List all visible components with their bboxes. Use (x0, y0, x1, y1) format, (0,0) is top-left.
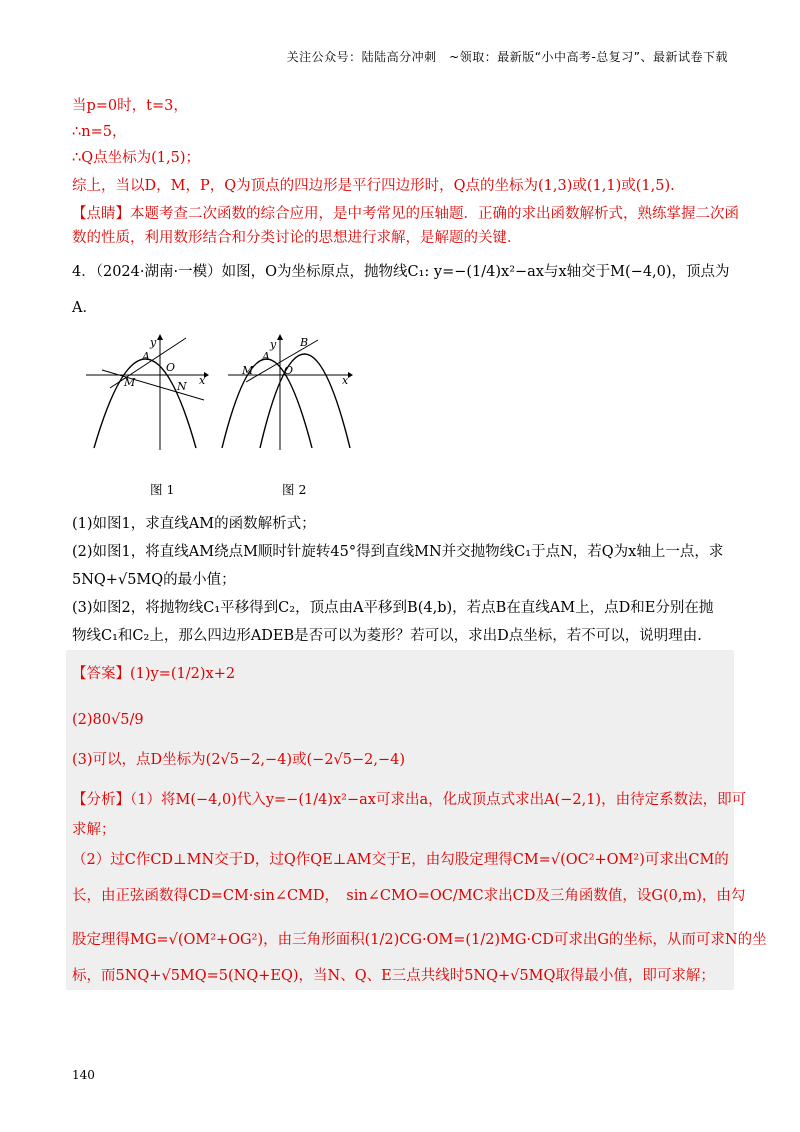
question-2-line-1: (2)如图1，将直线AM绕点M顺时针旋转45°得到直线MN并交抛物线C₁于点N，若Q为x轴上一点，求 (72, 544, 724, 560)
key-point-line-1: 【点睛】本题考查二次函数的综合应用，是中考常见的压轴题．正确的求出函数解析式，熟练掌握二次函 (72, 206, 739, 222)
answer-line-3: (3)可以，点D坐标为(2√5−2,−4)或(−2√5−2,−4) (72, 752, 406, 768)
figure-2 (218, 330, 358, 455)
prev-line-1: 当p=0时，t=3， (72, 98, 188, 114)
figure-2-caption: 图 2 (282, 482, 307, 497)
question-2-line-2: 5NQ+√5MQ的最小值； (72, 572, 236, 588)
page-number: 140 (72, 1068, 95, 1082)
fig1-label-a: A (142, 350, 150, 363)
prev-line-3: ∴Q点坐标为(1,5)； (72, 150, 200, 166)
fig1-label-o: O (166, 361, 176, 374)
question-3-line-1: (3)如图2，将抛物线C₁平移得到C₂，顶点由A平移到B(4,b)，若点B在直线AM上，点D和E分别在抛 (72, 600, 714, 616)
fig1-label-y: y (150, 336, 157, 349)
analysis-line-5: 股定理得MG=√(OM²+OG²)，由三角形面积(1/2)CG·OM=(1/2)MG·CD可求出G的坐标，从而可求N的坐 (72, 932, 767, 948)
prev-line-4: 综上，当以D，M，P，Q为顶点的四边形是平行四边形时，Q点的坐标为(1,3)或(1,1)或(1,5). (72, 178, 675, 194)
figure-1-caption: 图 1 (150, 482, 175, 497)
prev-line-2: ∴n=5， (72, 124, 127, 140)
question-1: (1)如图1，求直线AM的函数解析式； (72, 516, 316, 532)
figure-1 (82, 330, 212, 455)
fig2-parabola-c2 (260, 354, 350, 448)
analysis-line-3: （2）过C作CD⊥MN交于D，过Q作QE⊥AM交于E，由勾股定理得CM=√(OC²+OM²)可求出CM的 (72, 852, 729, 868)
fig2-x-arrow (348, 372, 353, 378)
fig2-label-o: O (284, 364, 294, 377)
analysis-line-1: 【分析】（1）将M(−4,0)代入y=−(1/4)x²−ax可求出a，化成顶点式求出A(−2,1)，由待定系数法，即可 (72, 792, 747, 808)
fig1-label-n: N (177, 380, 187, 393)
analysis-line-4: 长，由正弦函数得CD=CM·sin∠CMD， sin∠CMO=OC/MC求出CD及三角函数值，设G(0,m)，由勾 (72, 888, 746, 904)
fig2-parabola-c1 (222, 359, 312, 448)
fig2-label-b: B (300, 336, 309, 349)
key-point-line-2: 数的性质，利用数形结合和分类讨论的思想进行求解，是解题的关键． (72, 230, 522, 246)
analysis-line-6: 标，而5NQ+√5MQ=5(NQ+EQ)，当N、Q、E三点共线时5NQ+√5MQ取得最小值，即可求解； (72, 968, 715, 984)
fig2-label-m: M (242, 364, 254, 377)
problem-line-1: 4．（2024·湖南·一模）如图，O为坐标原点，抛物线C₁: y=−(1/4)x²−ax与x轴交于M(−4,0)，顶点为 (72, 264, 730, 280)
problem-line-2: A． (72, 300, 97, 316)
fig2-label-a: A (262, 350, 270, 363)
page-header: 关注公众号：陆陆高分冲刺 ~领取：最新版“小中高考-总复习”、最新试卷下载 (286, 50, 728, 64)
fig1-label-m: M (124, 376, 136, 389)
fig2-y-arrow (277, 334, 283, 340)
question-3-line-2: 物线C₁和C₂上，那么四边形ADEB是否可以为菱形？若可以，求出D点坐标，若不可以，说明理由. (72, 628, 702, 644)
answer-line-2: (2)80√5/9 (72, 712, 144, 728)
fig1-y-arrow (157, 334, 163, 340)
analysis-line-2: 求解； (72, 822, 116, 838)
fig1-label-x: x (199, 374, 206, 387)
answer-line-1: 【答案】(1)y=(1/2)x+2 (72, 666, 236, 682)
fig2-label-y: y (270, 338, 277, 351)
fig2-label-x: x (342, 374, 349, 387)
